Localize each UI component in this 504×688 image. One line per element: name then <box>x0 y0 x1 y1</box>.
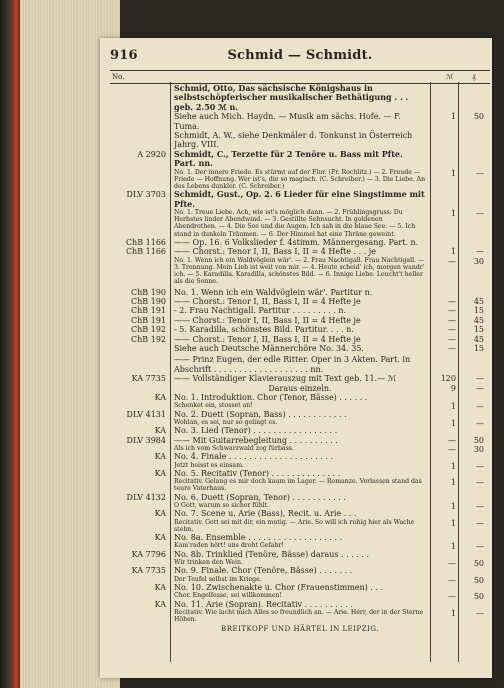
catalog-entry <box>110 169 490 191</box>
price-pf: 30 <box>473 445 484 455</box>
entry-text: O Gott, warum so sicher fühlt. <box>174 502 270 510</box>
entry-text: Jetzt heisst es einsam. <box>174 461 244 469</box>
entry-text: No. 2. Duett (Sopran, Bass) . . . . . . . . . . . . <box>174 409 347 419</box>
entry-code: KA 7735 <box>131 566 166 576</box>
catalog-entry <box>110 445 490 455</box>
price-pf: — <box>476 383 484 393</box>
price-mark: — <box>448 315 456 325</box>
entry-text: No. 1. Wenn ich ein Waldvöglein wär'. Partitur n. <box>174 287 373 297</box>
entry-text: —— Chorst.: Tenor I, II, Bass I, II = 4 Hefte je <box>174 315 361 325</box>
price-pf: 50 <box>473 112 484 122</box>
catalog-page <box>100 38 492 678</box>
entry-text: Siehe auch Deutsche Männerchöre No. 34. 35. <box>174 343 364 353</box>
entry-text: Schenket ein, stosset an! <box>174 402 253 410</box>
catalog-entry <box>110 542 490 552</box>
catalog-entry <box>110 344 490 353</box>
entry-text: Siehe auch Mich. Haydn. — Musik am sächs. Hofe. — F. Tuma. <box>174 112 401 131</box>
entry-text: No. 1. Der innere Friede. Es stürmt auf der Flur. (Fr. Rochlitz.) — 2. Freude — Friede — Hoffnung. Wer ist's, die so magisch. (C. Schreiber.) — 3. Die Liebe. An des Lebens dunkler. (C. Schreiber.) <box>174 168 426 191</box>
entry-code: ChB 192 <box>131 325 166 335</box>
price-pf: 15 <box>473 306 484 316</box>
price-mark: 1 <box>450 542 456 552</box>
price-mark: — <box>448 256 456 266</box>
price-mark: 9 <box>450 383 456 393</box>
entry-code: DLV 4131 <box>126 409 166 419</box>
price-pf: 15 <box>473 343 484 353</box>
entry-text: —— Mit Guitarrebegleitung . . . . . . . . . . <box>174 435 338 445</box>
price-mark: — <box>448 325 456 335</box>
catalog-entry <box>110 384 490 393</box>
entry-text: —— Op. 16. 6 Volkslieder f. 4stimm. Männergesang. Part. n. <box>174 237 419 247</box>
entry-text: Recitativ. Wie lacht mich Alles so freundlich an. — Arie. Herr, der in der Sterne Höhen. <box>174 608 424 624</box>
entry-code: KA 7735 <box>131 374 166 384</box>
entry-code: KA <box>154 582 166 592</box>
entry-code: DLV 3703 <box>126 190 166 200</box>
price-pf: — <box>476 419 484 428</box>
entry-code: A 2920 <box>137 149 166 159</box>
price-mark: 1 <box>450 608 456 618</box>
entry-code: KA <box>154 426 166 436</box>
price-pf: 50 <box>473 592 484 602</box>
price-mark: 1 <box>450 478 456 488</box>
col-pf: ₰ <box>472 73 476 81</box>
entry-text: Wohlan, es sei, nur so gelingt es. <box>174 419 278 426</box>
entry-code: KA <box>154 509 166 519</box>
catalog-entry <box>110 478 490 492</box>
publisher-footer: BREITKOPF UND HÄRTEL IN LEIPZIG. <box>221 625 379 634</box>
col-no: No. <box>112 73 125 81</box>
price-pf: 50 <box>473 559 484 569</box>
entry-text: Schmidt, Gust., Op. 2. 6 Lieder für eine Singstimme mit Pfte. <box>174 189 425 209</box>
price-pf: — <box>476 209 484 219</box>
price-mark: 1 <box>450 247 456 257</box>
price-pf: — <box>476 461 484 471</box>
price-mark: — <box>448 445 456 455</box>
price-mark: — <box>448 592 456 602</box>
entry-code: ChB 1166 <box>125 247 166 257</box>
catalog-entry <box>110 419 490 426</box>
price-mark: 1 <box>450 112 456 122</box>
price-mark: 1 <box>450 209 456 219</box>
price-pf: 45 <box>473 334 484 344</box>
entry-code: DLV 4132 <box>126 492 166 502</box>
page-header <box>110 48 490 70</box>
catalog-entry <box>110 257 490 286</box>
price-pf: — <box>476 402 484 412</box>
entry-text: Als ich vom Schwarzwald zog fürbass. <box>174 445 294 453</box>
price-mark: 1 <box>450 168 456 178</box>
catalog-entry <box>110 559 490 569</box>
entry-text: - 2. Frau Nachtigall. Partitur . . . . . . . . . n. <box>174 306 347 316</box>
catalog-entry <box>110 131 490 150</box>
price-pf: 30 <box>473 256 484 266</box>
entry-code: DLV 3984 <box>126 435 166 445</box>
catalog-entry <box>110 209 490 238</box>
price-pf: — <box>476 374 484 384</box>
entry-text: Recitativ. Gott sei mit dir, ein mutig. — Arie. So will ich ruhig hier als Wache stehn. <box>174 518 415 533</box>
price-mark: — <box>448 296 456 306</box>
price-pf: — <box>476 168 484 178</box>
catalog-entry <box>110 519 490 533</box>
entry-code: KA <box>154 533 166 543</box>
price-pf: — <box>476 247 484 257</box>
entry-text: No. 1. Treue Liebe. Ach, wie ist's möglich dann. — 2. Frühlingsgruss. Du Herbstes linder Abendwind. — 3. Gestillte Sehnsucht. In goldenen Abendrothen. — 4. Die See und die Augen. Ich sah in die blaue See. — 5. Ich stand in dunkeln Träumen. — 6. Der Himmel hat eine Thräne geweint. <box>174 209 416 238</box>
entry-code: KA 7796 <box>131 549 166 559</box>
price-pf: — <box>476 608 484 618</box>
page-title: Schmid — Schmidt. <box>227 48 373 63</box>
entry-code: KA <box>154 599 166 609</box>
entry-text: No. 4. Finale . . . . . . . . . . . . . . . . . . . . . <box>174 452 334 462</box>
entry-text: —— Prinz Eugen, der edle Ritter. Oper in 3 Akten. Part. in Abschrift . . . . . . . . . . . . . . . . . . . nn. <box>174 355 411 374</box>
entry-code: ChB 190 <box>131 296 166 306</box>
catalog-entry <box>110 402 490 412</box>
entry-code: ChB 191 <box>131 315 166 325</box>
price-pf: 50 <box>473 575 484 585</box>
entry-text: —— Chorst.: Tenor I, II, Bass I, II = 4 Hefte je <box>174 296 361 306</box>
price-mark: 1 <box>450 402 456 412</box>
entry-code: KA <box>154 468 166 478</box>
price-mark: 1 <box>450 518 456 528</box>
catalog-entry <box>110 112 490 131</box>
col-mark: ℳ <box>446 73 454 81</box>
price-mark: — <box>448 559 456 569</box>
price-pf: 45 <box>473 315 484 325</box>
price-mark: — <box>448 334 456 344</box>
entry-code: ChB 1166 <box>125 237 166 247</box>
price-mark: — <box>448 306 456 316</box>
column-header <box>110 70 490 84</box>
entry-text: No. 8a. Ensemble . . . . . . . . . . . . . . . . . . . <box>174 533 343 543</box>
entry-text: No. 5. Recitativ (Tenor) . . . . . . . . . . . . . . <box>174 468 341 478</box>
price-pf: 45 <box>473 296 484 306</box>
price-pf: — <box>476 478 484 488</box>
catalog-entry <box>110 609 490 623</box>
red-binding-band <box>12 0 20 688</box>
entry-text: Schmidt, C., Terzette für 2 Tenöre u. Bass mit Pfte. Part. nn. <box>174 148 403 169</box>
entry-code: KA <box>154 392 166 402</box>
entry-text: —— Chorst.: Tenor I, II, Bass I, II = 4 Hefte . . . je <box>174 247 377 257</box>
entry-text: Der Teufel selbst im Kriege. <box>174 575 262 583</box>
catalog-entry <box>110 148 490 178</box>
entry-text: —— Chorst.: Tenor I, II, Bass I, II = 4 Hefte je <box>174 334 361 344</box>
entry-text: Recitativ. Gelang es mir doch kaum im Lager. — Romanze. Verlassen stand das teure Vaterhaus. <box>174 478 422 493</box>
entry-text: —— Vollständiger Klavierauszug mit Text geb. 11.— ℳ <box>174 374 397 384</box>
entry-text: Chor. Engelfesse, sei willkommen! <box>174 592 283 600</box>
price-mark: — <box>448 575 456 585</box>
entry-text: Schmid, Otto, Das sächsische Königshaus in selbstschöpferischer musikalischer Bethätigung . . . geb. 2.50 ℳ n. <box>174 83 409 112</box>
entry-text: Wir trinken den Wein. <box>174 559 243 567</box>
entry-text: Kam'raden hört! uns droht Gefahr! <box>174 542 284 550</box>
catalog-entry <box>110 592 490 602</box>
price-mark: 120 <box>440 374 456 384</box>
entry-text: No. 10. Zwischenakte u. Chor (Frauenstimmen) . . . <box>174 582 384 592</box>
entry-code: KA <box>154 452 166 462</box>
price-mark: — <box>448 343 456 353</box>
catalog-entries <box>110 84 490 623</box>
catalog-entry <box>110 576 490 583</box>
catalog-entry <box>110 247 490 266</box>
entry-code: ChB 191 <box>131 306 166 316</box>
entry-text: No. 1. Wenn ich ein Waldvöglein wär'. — 2. Frau Nachtigall. Frau Nachtigall. — 3. Trennung. Mein Lieb ist weit von mir. — 4. Heute scheid' ich, morgen wandr' ich. — 5. Karadilla. Karadilla, schönstes Bild. — 6. Innige Liebe. Leucht't heller als die Sonne. <box>174 256 425 286</box>
entry-text: No. 8b. Trinklied (Tenöre, Bässe) daraus . . . . . . <box>174 549 369 559</box>
price-pf: — <box>476 502 484 512</box>
entry-text: Daraus einzeln. <box>268 383 332 393</box>
catalog-entry <box>110 462 490 469</box>
entry-text: No. 1. Introduktion. Chor (Tenor, Bässe) . . . . . . <box>174 392 368 402</box>
price-mark: — <box>448 435 456 445</box>
price-mark: 1 <box>450 502 456 512</box>
entry-text: No. 6. Duett (Sopran, Tenor) . . . . . . . . . . . <box>174 492 346 502</box>
catalog-entry <box>110 502 490 512</box>
entry-code: ChB 190 <box>131 287 166 297</box>
price-pf: — <box>476 542 484 552</box>
price-pf: 15 <box>473 325 484 335</box>
entry-text: No. 7. Scene u. Arie (Bass), Recit. u. Arie . . . <box>174 509 357 519</box>
entry-text: - 5. Karadilla, schönstes Bild. Partitur. . . . n. <box>174 325 354 335</box>
entry-text: No. 11. Arie (Sopran). Recitativ . . . . . . . . . . <box>174 599 353 609</box>
entry-code: ChB 192 <box>131 334 166 344</box>
catalog-entry <box>110 189 490 219</box>
entry-text: No. 9. Finale. Chor (Tenöre, Bässe) . . . . . . . <box>174 566 353 576</box>
entry-text: Schmidt, A. W., siehe Denkmäler d. Tonkunst in Österreich Jahrg. VIII. <box>174 131 413 150</box>
price-pf: — <box>476 518 484 528</box>
page-number: 916 <box>110 48 138 63</box>
price-mark: 1 <box>450 461 456 471</box>
price-mark: 1 <box>450 419 456 428</box>
price-pf: 50 <box>473 435 484 445</box>
entry-text: No. 3. Lied (Tenor) . . . . . . . . . . . . . . . . . <box>174 426 338 436</box>
